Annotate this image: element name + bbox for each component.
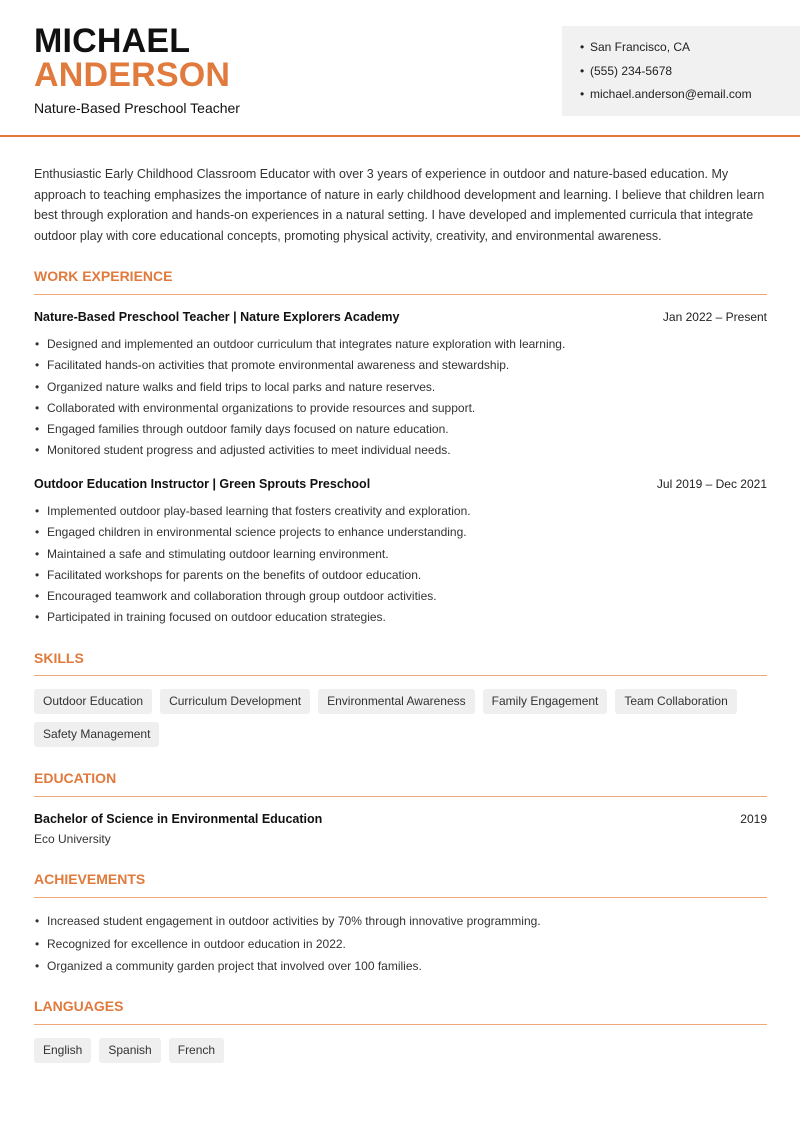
section-divider bbox=[34, 897, 767, 898]
list-item: • Organized nature walks and field trips to local parks and nature reserves. bbox=[34, 379, 767, 400]
skills-heading: SKILLS bbox=[34, 650, 84, 666]
education-degree: Bachelor of Science in Environmental Education bbox=[34, 812, 323, 826]
resume-header bbox=[0, 0, 800, 137]
list-item: • Organized a community garden project that involved over 100 families. bbox=[34, 958, 767, 981]
section-divider bbox=[34, 796, 767, 797]
list-item: • Engaged children in environmental science projects to enhance understanding. bbox=[34, 524, 767, 545]
job-bullet-list bbox=[34, 503, 767, 631]
languages-chip-list bbox=[34, 1038, 774, 1063]
list-item: • Engaged families through outdoor family days focused on nature education. bbox=[34, 421, 767, 442]
skill-chip: Team Collaboration bbox=[615, 689, 736, 714]
job-title: Nature-Based Preschool Teacher bbox=[34, 100, 240, 116]
contact-phone: • (555) 234-5678 bbox=[580, 63, 782, 87]
job-entry-header bbox=[34, 477, 767, 491]
section-divider bbox=[34, 1024, 767, 1025]
list-item: • Designed and implemented an outdoor curriculum that integrates nature exploration with learning. bbox=[34, 336, 767, 357]
languages-heading: LANGUAGES bbox=[34, 998, 124, 1014]
list-item: • Implemented outdoor play-based learning that fosters creativity and exploration. bbox=[34, 503, 767, 524]
list-item: • Monitored student progress and adjusted activities to meet individual needs. bbox=[34, 442, 767, 463]
list-item: • Participated in training focused on outdoor education strategies. bbox=[34, 609, 767, 630]
list-item: • Collaborated with environmental organizations to provide resources and support. bbox=[34, 400, 767, 421]
language-chip: French bbox=[169, 1038, 224, 1063]
list-item: • Encouraged teamwork and collaboration through group outdoor activities. bbox=[34, 588, 767, 609]
contact-email[interactable]: • michael.anderson@email.com bbox=[580, 86, 782, 110]
achievements-heading: ACHIEVEMENTS bbox=[34, 871, 146, 887]
section-divider bbox=[34, 294, 767, 295]
education-heading: EDUCATION bbox=[34, 770, 117, 786]
section-divider bbox=[34, 675, 767, 676]
job-dates: Jan 2022 – Present bbox=[662, 310, 767, 324]
education-year: 2019 bbox=[740, 812, 767, 826]
job-dates: Jul 2019 – Dec 2021 bbox=[656, 477, 767, 491]
skill-chip: Safety Management bbox=[34, 722, 159, 747]
skill-chip: Curriculum Development bbox=[160, 689, 310, 714]
contact-list bbox=[580, 39, 782, 110]
work-experience-heading: WORK EXPERIENCE bbox=[34, 268, 173, 284]
job-bullet-list bbox=[34, 336, 767, 464]
skill-chip: Environmental Awareness bbox=[318, 689, 475, 714]
education-school: Eco University bbox=[34, 832, 111, 846]
job-entry-header bbox=[34, 310, 767, 324]
skill-chip: Outdoor Education bbox=[34, 689, 152, 714]
list-item: • Facilitated hands-on activities that promote environmental awareness and stewardship. bbox=[34, 357, 767, 378]
language-chip: English bbox=[34, 1038, 91, 1063]
list-item: • Facilitated workshops for parents on the benefits of outdoor education. bbox=[34, 567, 767, 588]
skill-chip: Family Engagement bbox=[483, 689, 608, 714]
contact-location: • San Francisco, CA bbox=[580, 39, 782, 63]
skills-chip-list bbox=[34, 689, 774, 747]
list-item: • Increased student engagement in outdoor activities by 70% through innovative programming. bbox=[34, 913, 767, 936]
contact-box bbox=[562, 26, 800, 116]
achievements-list bbox=[34, 913, 767, 981]
job-title-company: Nature-Based Preschool Teacher | Nature Explorers Academy bbox=[34, 310, 400, 324]
summary-paragraph: Enthusiastic Early Childhood Classroom Educator with over 3 years of experience in outdoor and nature-based education. My approach to teaching emphasizes the importance of nature in early childhood development and learning. I believe that children learn best through exploration and hands-on experiences in a natural setting. I have developed and implemented curricula that integrate outdoor play with core educational concepts, promoting physical activity, creativity, and environmental awareness. bbox=[34, 167, 765, 243]
language-chip: Spanish bbox=[99, 1038, 160, 1063]
list-item: • Maintained a safe and stimulating outdoor learning environment. bbox=[34, 546, 767, 567]
last-name: ANDERSON bbox=[34, 56, 231, 94]
first-name: MICHAEL bbox=[34, 22, 191, 60]
job-title-company: Outdoor Education Instructor | Green Sprouts Preschool bbox=[34, 477, 371, 491]
list-item: • Recognized for excellence in outdoor education in 2022. bbox=[34, 936, 767, 959]
